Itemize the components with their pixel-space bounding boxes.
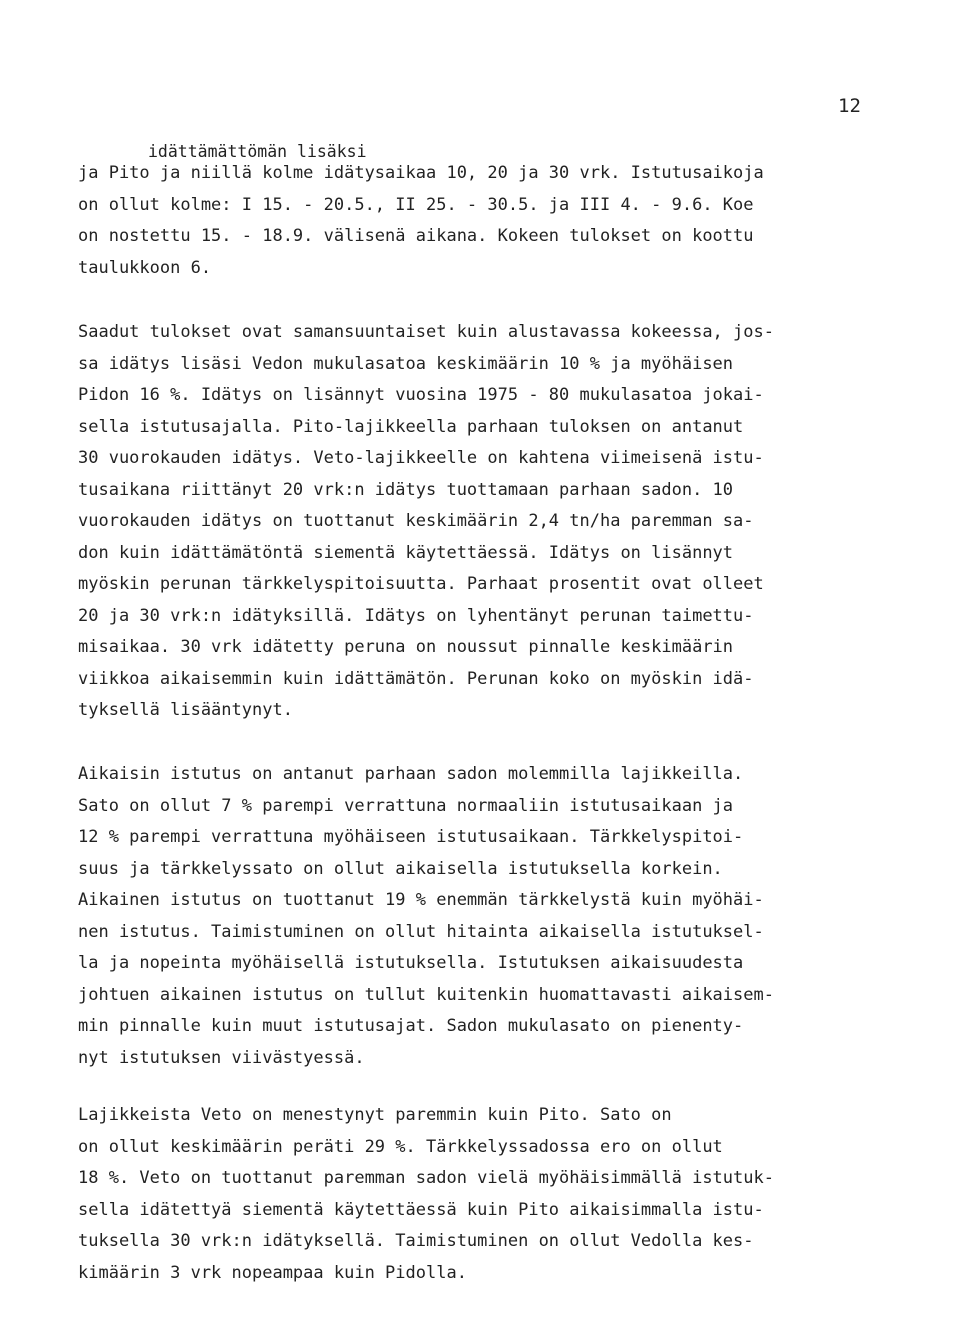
text-line: on nostettu 15. - 18.9. välisenä aikana. Kokeen tulokset on koottu xyxy=(78,226,754,246)
text-line: Sato on ollut 7 % parempi verrattuna normaaliin istutusaikaan ja xyxy=(78,795,734,816)
text-line: on ollut kolme: I 15. - 20.5., II 25. - 30.5. ja III 4. - 9.6. Koe xyxy=(78,194,754,215)
text-line: don kuin idättämätöntä siementä käytettäessä. Idätys on lisännyt xyxy=(78,542,734,563)
text-line: 18 %. Veto on tuottanut paremman sadon vielä myöhäisimmällä istutuk- xyxy=(78,1168,774,1188)
page-number: 12 xyxy=(838,95,861,117)
text-line: Pidon 16 %. Idätys on lisännyt vuosina 1975 - 80 mukulasatoa jokai- xyxy=(78,385,764,405)
text-line: nyt istutuksen viivästyessä. xyxy=(78,1047,365,1068)
paragraph-2 xyxy=(78,317,774,727)
text-line: viikkoa aikaisemmin kuin idättämätön. Perunan koko on myöskin idä- xyxy=(78,668,754,689)
text-line: la ja nopeinta myöhäisellä istutuksella. Istutuksen aikaisuudesta xyxy=(78,953,744,973)
text-line: sella idätettyä siementä käytettäessä kuin Pito aikaisimmalla istu- xyxy=(78,1199,764,1220)
text-line: Aikainen istutus on tuottanut 19 % enemmän tärkkelystä kuin myöhäi- xyxy=(78,890,764,910)
text-line: Saadut tulokset ovat samansuuntaiset kuin alustavassa kokeessa, jos- xyxy=(78,322,774,342)
text-line: myöskin perunan tärkkelyspitoisuutta. Parhaat prosentit ovat olleet xyxy=(78,574,764,594)
paragraph-4 xyxy=(78,1100,774,1289)
text-line: vuorokauden idätys on tuottanut keskimäärin 2,4 tn/ha paremman sa- xyxy=(78,511,754,531)
text-line: 12 % parempi verrattuna myöhäiseen istutusaikaan. Tärkkelyspitoi- xyxy=(78,827,744,847)
text-line: nen istutus. Taimistuminen on ollut hitainta aikaisella istutuksel- xyxy=(78,921,764,942)
handwritten-insert-note: idättämättömän lisäksi xyxy=(148,142,367,161)
paragraph-1 xyxy=(78,158,764,284)
text-line: tyksellä lisääntynyt. xyxy=(78,700,293,720)
text-line: ja Pito ja niillä kolme idätysaikaa 10, 20 ja 30 vrk. Istutusaikoja xyxy=(78,163,764,183)
text-line: on ollut keskimäärin peräti 29 %. Tärkkelyssadossa ero on ollut xyxy=(78,1136,723,1157)
text-line: min pinnalle kuin muut istutusajat. Sadon mukulasato on pienenty- xyxy=(78,1016,744,1036)
text-line: Lajikkeista Veto on menestynyt paremmin kuin Pito. Sato on xyxy=(78,1105,672,1125)
paragraph-3 xyxy=(78,759,774,1074)
text-line: 30 vuorokauden idätys. Veto-lajikkeelle on kahtena viimeisenä istu- xyxy=(78,448,764,468)
text-line: suus ja tärkkelyssato on ollut aikaisella istutuksella korkein. xyxy=(78,858,723,879)
text-line: taulukkoon 6. xyxy=(78,257,212,278)
text-line: tusaikana riittänyt 20 vrk:n idätys tuottamaan parhaan sadon. 10 xyxy=(78,479,734,500)
text-line: tuksella 30 vrk:n idätyksellä. Taimistuminen on ollut Vedolla kes- xyxy=(78,1231,754,1251)
text-line: Aikaisin istutus on antanut parhaan sadon molemmilla lajikkeilla. xyxy=(78,764,744,784)
text-line: sa idätys lisäsi Vedon mukulasatoa keskimäärin 10 % ja myöhäisen xyxy=(78,353,734,374)
text-line: johtuen aikainen istutus on tullut kuitenkin huomattavasti aikaisem- xyxy=(78,984,774,1005)
text-line: 20 ja 30 vrk:n idätyksillä. Idätys on lyhentänyt perunan taimettu- xyxy=(78,605,754,626)
text-line: kimäärin 3 vrk nopeampaa kuin Pidolla. xyxy=(78,1262,467,1283)
text-line: misaikaa. 30 vrk idätetty peruna on noussut pinnalle keskimäärin xyxy=(78,637,734,657)
text-line: sella istutusajalla. Pito-lajikkeella parhaan tuloksen on antanut xyxy=(78,416,744,437)
